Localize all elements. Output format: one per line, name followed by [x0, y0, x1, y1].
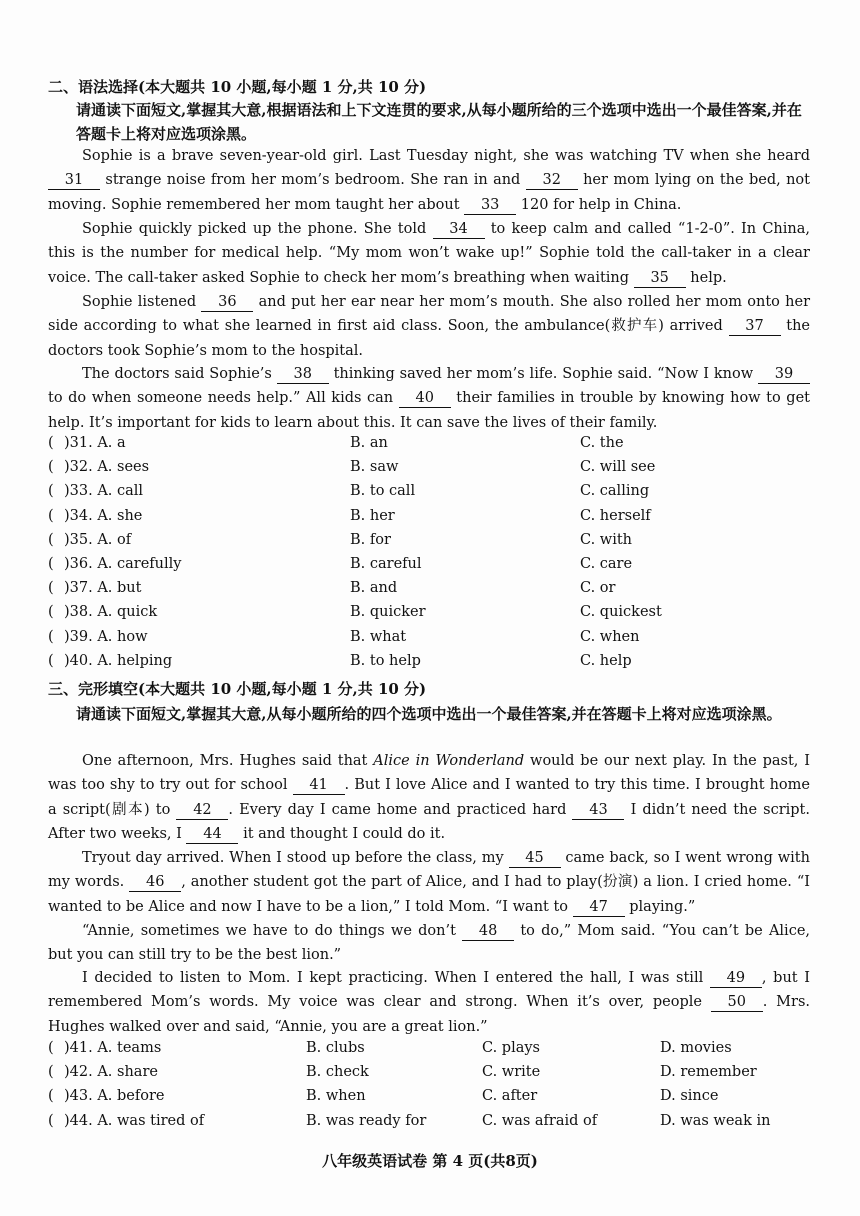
passage-text: her mom lying on the bed, not moving. Sophie remembered her mom taught her about: [48, 172, 810, 213]
answer-paren: (: [48, 628, 54, 645]
question-option-c: C. when: [580, 628, 640, 645]
answer-paren: (: [48, 435, 54, 451]
passage-text: to do when someone needs help.” All kids can: [48, 390, 399, 407]
passage-paragraph: [48, 966, 810, 1039]
question-option-c: C. write: [482, 1064, 541, 1081]
section3-instructions: 请通读下面短文,掌握其大意,从每小题所给的四个选项中选出一个最佳答案,并在答题卡上将对应选项涂黑。: [76, 705, 782, 723]
question-option-b: B. careful: [350, 555, 422, 572]
answer-paren: (: [48, 483, 54, 500]
passage-text: their families in trouble by knowing how to get help. It’s important for kids to learn about this. It can save the lives of their family.: [48, 390, 810, 431]
question-option-c: C. the: [580, 435, 624, 451]
answer-paren: (: [48, 459, 54, 476]
answer-blank: 39: [758, 366, 810, 384]
answer-blank: 48: [462, 923, 514, 941]
question-option-c: C. plays: [482, 1040, 540, 1056]
question-option-a: )33. A. call: [64, 483, 144, 500]
question-option-a: )41. A. teams: [64, 1040, 162, 1056]
passage-text: Sophie quickly picked up the phone. She told: [82, 221, 433, 237]
question-option-a: )39. A. how: [64, 628, 148, 645]
answer-blank: 34: [433, 221, 485, 239]
question-option-b: B. when: [306, 1088, 366, 1105]
passage-text: , another student got the part of Alice, and I had to play(扮演) a lion. I cried home. “I wanted to be Alice and now I have to be a lion,” I told Mom. “I want to: [48, 874, 810, 915]
answer-paren: (: [48, 604, 54, 621]
question-option-d: D. since: [660, 1088, 719, 1105]
passage-text: 120 for help in China.: [516, 196, 682, 213]
passage-text: would be our next play. In the past, I was too shy to try out for school: [48, 753, 811, 794]
question-option-c: C. quickest: [580, 604, 662, 621]
answer-blank: 33: [464, 197, 516, 215]
answer-blank: 32: [526, 172, 578, 190]
question-option-b: B. and: [350, 580, 398, 597]
passage-text: strange noise from her mom’s bedroom. She ran in and: [100, 172, 526, 189]
answer-paren: (: [48, 1112, 54, 1129]
passage-text: . But I love Alice and I wanted to try this time. I brought home a script(剧本) to: [48, 777, 810, 818]
question-option-d: D. remember: [660, 1064, 757, 1081]
answer-blank: 35: [634, 270, 686, 288]
passage-text: . Mrs. Hughes walked over and said, “Annie, you are a great lion.”: [48, 994, 811, 1035]
question-option-b: B. to call: [350, 483, 416, 500]
question-option-b: B. what: [350, 628, 407, 645]
answer-blank: 42: [176, 802, 228, 820]
question-option-a: )37. A. but: [64, 580, 142, 597]
question-option-d: D. was weak in: [660, 1112, 771, 1129]
question-option-c: C. was afraid of: [482, 1112, 598, 1129]
passage-text: thinking saved her mom’s life. Sophie said. “Now I know: [328, 366, 758, 382]
question-option-c: C. after: [482, 1088, 538, 1105]
question-option-b: B. was ready for: [306, 1112, 427, 1129]
passage-text: The doctors said Sophie’s: [82, 366, 277, 382]
question-option-c: C. with: [580, 531, 633, 548]
question-option-a: )31. A. a: [64, 435, 126, 451]
question-option-c: C. herself: [580, 507, 651, 524]
question-option-b: B. quicker: [350, 604, 426, 621]
question-option-a: )40. A. helping: [64, 652, 173, 669]
italic-title: Alice in Wonderland: [373, 753, 525, 769]
answer-paren: (: [48, 1088, 54, 1105]
question-option-a: )35. A. of: [64, 531, 132, 548]
answer-blank: 45: [509, 850, 561, 868]
passage-text: I decided to listen to Mom. I kept practicing. When I entered the hall, I was still: [82, 970, 710, 986]
question-option-b: B. check: [306, 1064, 369, 1081]
question-option-b: B. to help: [350, 652, 421, 669]
question-option-a: )38. A. quick: [64, 604, 158, 621]
answer-blank: 47: [573, 899, 625, 917]
passage-text: . Every day I came home and practiced hard: [228, 801, 573, 818]
answer-paren: (: [48, 507, 54, 524]
passage-text: help.: [685, 269, 727, 286]
question-option-a: )32. A. sees: [64, 459, 150, 476]
question-option-a: )44. A. was tired of: [64, 1112, 205, 1129]
passage-paragraph: [48, 144, 810, 217]
section3-title: 三、完形填空(本大题共 10 小题,每小题 1 分,共 10 分): [48, 680, 427, 698]
section2-title: 二、语法选择(本大题共 10 小题,每小题 1 分,共 10 分): [48, 78, 427, 96]
passage-text: Sophie is a brave seven-year-old girl. Last Tuesday night, she was watching TV when she heard: [82, 148, 810, 164]
question-option-b: B. for: [350, 531, 391, 548]
answer-paren: (: [48, 555, 54, 572]
passage-paragraph: [48, 919, 810, 968]
answer-paren: (: [48, 652, 54, 669]
passage-text: and put her ear near her mom’s mouth. She also rolled her mom onto her side according to what she learned in first aid class. Soon, the ambulance(救护车) arrived: [48, 294, 810, 335]
answer-paren: (: [48, 1040, 54, 1056]
passage-text: playing.”: [624, 898, 696, 915]
question-option-b: B. saw: [350, 459, 399, 476]
passage-paragraph: [48, 362, 810, 435]
answer-paren: (: [48, 580, 54, 597]
question-option-a: )34. A. she: [64, 507, 143, 524]
passage-paragraph: [48, 217, 810, 290]
passage-text: Sophie listened: [82, 294, 202, 310]
passage-text: to do,” Mom said. “You can’t be Alice, but you can still try to be the best lion.”: [48, 923, 811, 964]
question-option-b: B. an: [350, 435, 388, 451]
page-footer: 八年级英语试卷 第 4 页(共8页): [322, 1152, 538, 1170]
question-option-a: )36. A. carefully: [64, 555, 182, 572]
answer-blank: 43: [572, 802, 624, 820]
passage-text: the doctors took Sophie’s mom to the hospital.: [48, 318, 811, 359]
question-option-a: )42. A. share: [64, 1064, 158, 1081]
passage-text: to keep calm and called “1-2-0”. In China, this is the number for medical help. “My mom won’t wake up!” Sophie told the call-taker in a clear voice. The call-taker asked Sophie to check her mom’s breathing when waiting: [48, 221, 811, 286]
passage-text: Tryout day arrived. When I stood up before the class, my: [82, 850, 509, 866]
question-option-a: )43. A. before: [64, 1088, 165, 1105]
section2-instructions: 请通读下面短文,掌握其大意,根据语法和上下文连贯的要求,从每小题所给的三个选项中选出一个最佳答案,并在答题卡上将对应选项涂黑。: [76, 101, 802, 143]
question-option-d: D. movies: [660, 1040, 732, 1056]
question-option-c: C. will see: [580, 459, 656, 476]
answer-blank: 49: [710, 970, 762, 988]
answer-blank: 44: [186, 826, 238, 844]
answer-blank: 36: [201, 294, 253, 312]
question-option-c: C. calling: [580, 483, 650, 500]
answer-blank: 50: [711, 994, 763, 1012]
answer-blank: 46: [129, 874, 181, 892]
answer-paren: (: [48, 531, 54, 548]
passage-text: “Annie, sometimes we have to do things we don’t: [82, 923, 463, 939]
passage-text: it and thought I could do it.: [238, 825, 446, 842]
answer-paren: (: [48, 1064, 54, 1081]
answer-blank: 31: [48, 172, 100, 190]
answer-blank: 37: [729, 318, 781, 336]
answer-blank: 40: [399, 390, 451, 408]
passage-paragraph: [48, 846, 810, 919]
passage-text: , but I remembered Mom’s words. My voice was clear and strong. When it’s over, people: [48, 970, 810, 1011]
passage-paragraph: [48, 749, 810, 846]
passage-paragraph: [48, 290, 810, 363]
passage-text: I didn’t need the script. After two weeks, I: [48, 801, 810, 842]
passage-text: One afternoon, Mrs. Hughes said that: [82, 753, 374, 769]
question-option-c: C. or: [580, 580, 616, 597]
answer-blank: 38: [277, 366, 329, 384]
question-option-c: C. help: [580, 652, 632, 669]
question-option-c: C. care: [580, 555, 633, 572]
answer-blank: 41: [293, 777, 345, 795]
question-option-b: B. clubs: [306, 1040, 365, 1056]
passage-text: came back, so I went wrong with my words.: [48, 850, 810, 891]
question-option-b: B. her: [350, 507, 395, 524]
